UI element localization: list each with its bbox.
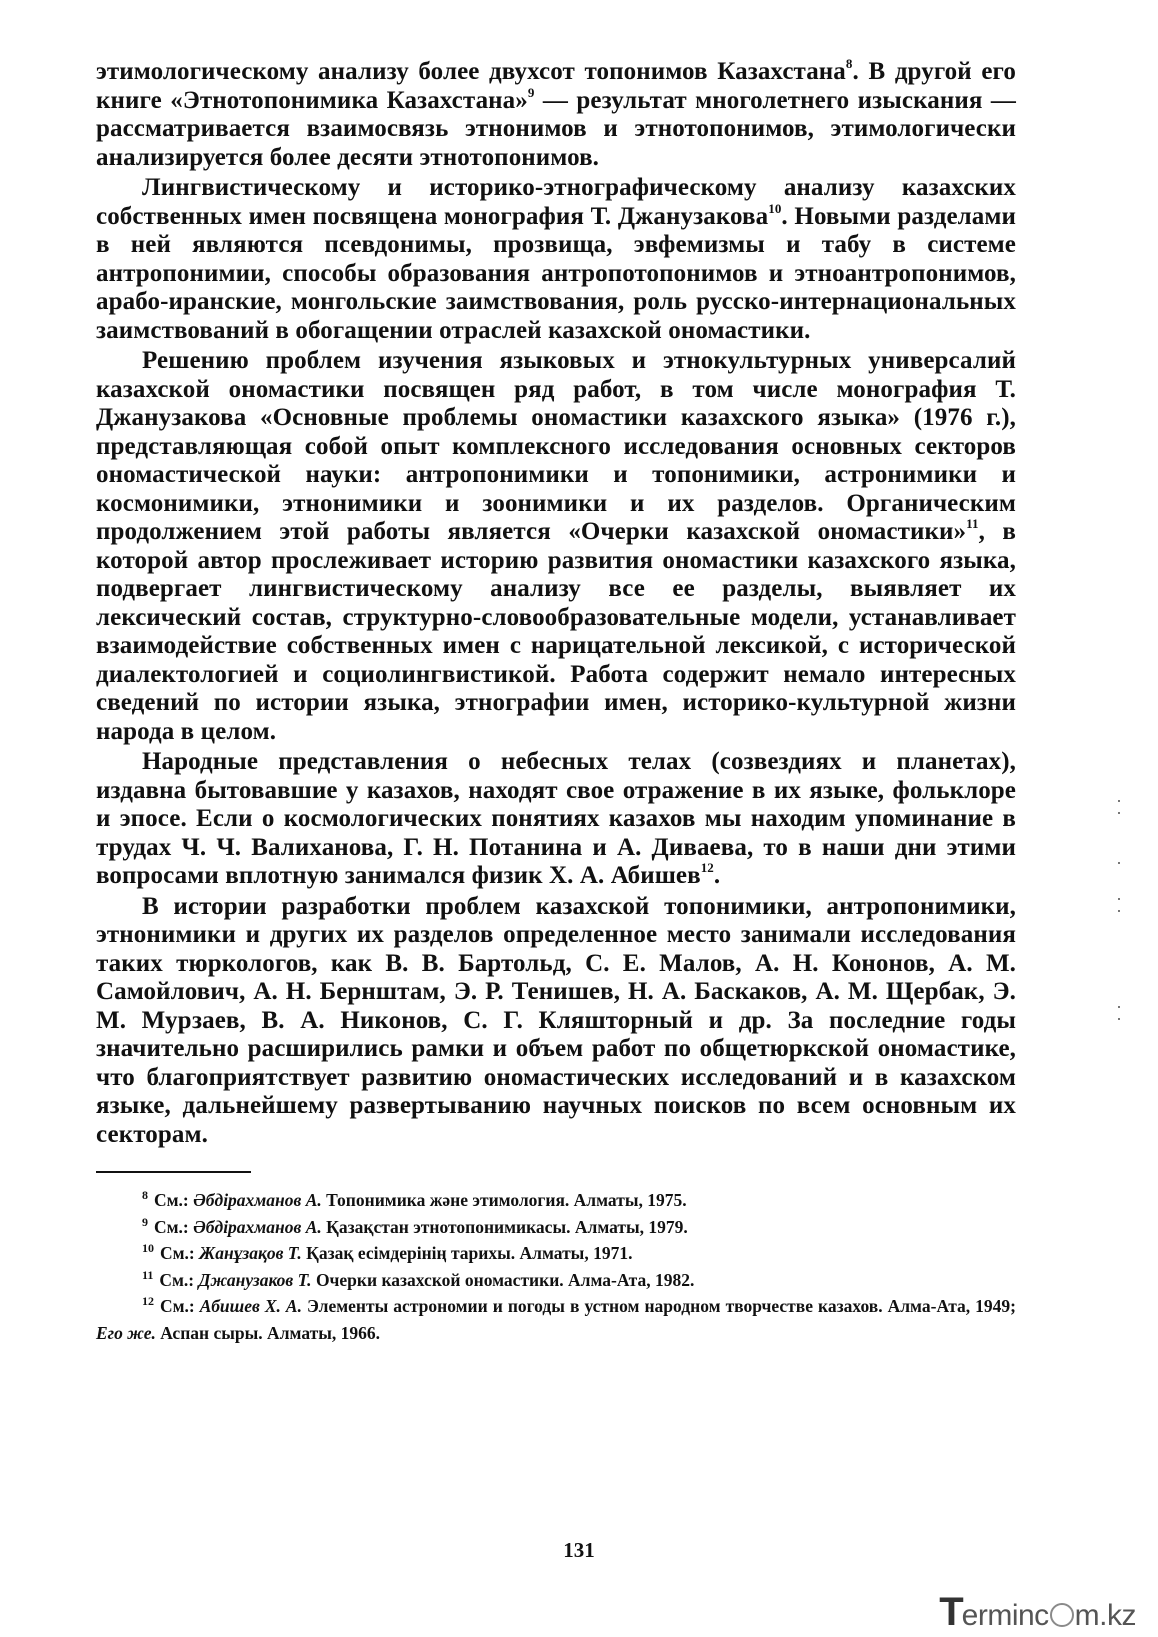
footnote-ref-9[interactable]: 9 — [527, 84, 535, 100]
footnote-ref-10[interactable]: 10 — [768, 200, 782, 216]
footnote-9: $^9$ См.: Әбдірахманов А. Қазақстан этнотопонимикасы. Алматы, 1979. — [142, 1214, 688, 1237]
footnote-11: $^{11}$ См.: Джанузаков Т. Очерки казахской ономастики. Алма-Ата, 1982. — [142, 1267, 695, 1290]
paragraph-3: Решению проблем изучения языковых и этнокультурных универсалий казахской ономастики посвящен ряд работ, в том числе монография Т. Джанузакова «Основные проблемы ономастики казахского языка» (1976 г.), представляющая собой опыт комплексного исследования основных секторов ономастической науки: антропонимики и топонимики, астронимики и космонимики, этнонимики и зоонимики и их разделов. Органическим продолжением этой работы является «Очерки казахской ономастики»$^{11}$, в которой автор прослеживает историю развития ономастики казахского языка, подвергает лингвистическому анализу все ее разделы, выявляет их лексический состав, структурно-словообразовательные модели, устанавливает взаимодействие собственных имен с нарицательной лексикой, с исторической диалектологией и социолингвистикой. Работа содержит немало интересных сведений по истории языка, этнографии имен, историко-культурной жизни народа в целом. — [96, 347, 1016, 745]
footnote-divider — [96, 1171, 251, 1173]
footnote-ref-11[interactable]: 11 — [966, 516, 979, 531]
footnote-10: $^{10}$ См.: Жанұзақов Т. Қазақ есімдерінің тарихы. Алматы, 1971. — [142, 1241, 633, 1263]
paragraph-2: Лингвистическому и историко-этнографическому анализу казахских собственных имен посвящена монография Т. Джанузакова$^{10}$. Новыми разделами в ней являются псевдонимы, прозвища, эвфемизмы и табу в системе антропонимии, способы образования антропотопонимов и этноантропонимов, арабо-иранские, монгольские заимствования, роль русско-интернациональных заимствований в обогащении отраслей казахской ономастики. — [96, 174, 1017, 344]
scan-speck — [1118, 812, 1120, 814]
footnote-8: $^8$ См.: Әбдірахманов А. Топонимика және этимология. Алматы, 1975. — [142, 1188, 687, 1210]
scan-speck — [1118, 1006, 1120, 1008]
page-number: 131 — [563, 1538, 595, 1562]
scan-speck — [1118, 898, 1120, 900]
scan-speck — [1118, 800, 1120, 802]
terminkom-watermark-logo: Terminc m.kz — [939, 1590, 1136, 1634]
scan-speck — [1118, 910, 1120, 912]
page-body — [96, 58, 1016, 1346]
scan-speck — [1118, 1018, 1120, 1020]
paragraph-1: этимологическому анализу более двухсот топонимов Казахстана$^8$. В другой его книге «Этнотопонимика Казахстана»$^9$ — результат многолетнего изыскания — рассматривается взаимосвязь этнонимов и этнотопонимов, этимологически анализируется более десяти этнотопонимов. — [96, 56, 1016, 171]
ring-icon — [1050, 1603, 1074, 1627]
footnote-ref-8[interactable]: 8 — [845, 56, 853, 71]
footnote-ref-12[interactable]: 12 — [700, 860, 714, 875]
paragraph-4: Народные представления о небесных телах (созвездиях и планетах), издавна бытовавшие у казахов, находят свое отражение в их языке, фольклоре и эпосе. Если о космологических понятиях казахов мы находим упоминание в трудах Ч. Ч. Валиханова, Г. Н. Потанина и А. Диваева, то в наши дни этими вопросами вплотную занимался физик Х. А. Абишев$^{12}$. — [96, 748, 1016, 889]
footnote-12: $^{12}$ См.: Абишев Х. А. Элементы астрономии и погоды в устном народном творчестве казахов. Алма-Ата, 1949; Его же. Аспан сыры. Алматы, 1966. — [96, 1294, 1016, 1343]
paragraph-5: В истории разработки проблем казахской топонимики, антропонимики, этнонимики и других их разделов определенное место занимали исследования таких тюркологов, как В. В. Бартольд, С. Е. Малов, А. Н. Кононов, А. М. Самойлович, А. Н. Бернштам, Э. Р. Тенишев, Н. А. Баскаков, А. М. Щербак, Э. М. Мурзаев, В. А. Никонов, С. Г. Кляшторный и др. За последние годы значительно расширились рамки и объем работ по общетюркской ономастике, что благоприятствует развитию ономастических исследований и в казахском языке, дальнейшему развертыванию научных поисков по всем основным их секторам. — [96, 892, 1016, 1148]
scan-speck — [1118, 862, 1120, 864]
